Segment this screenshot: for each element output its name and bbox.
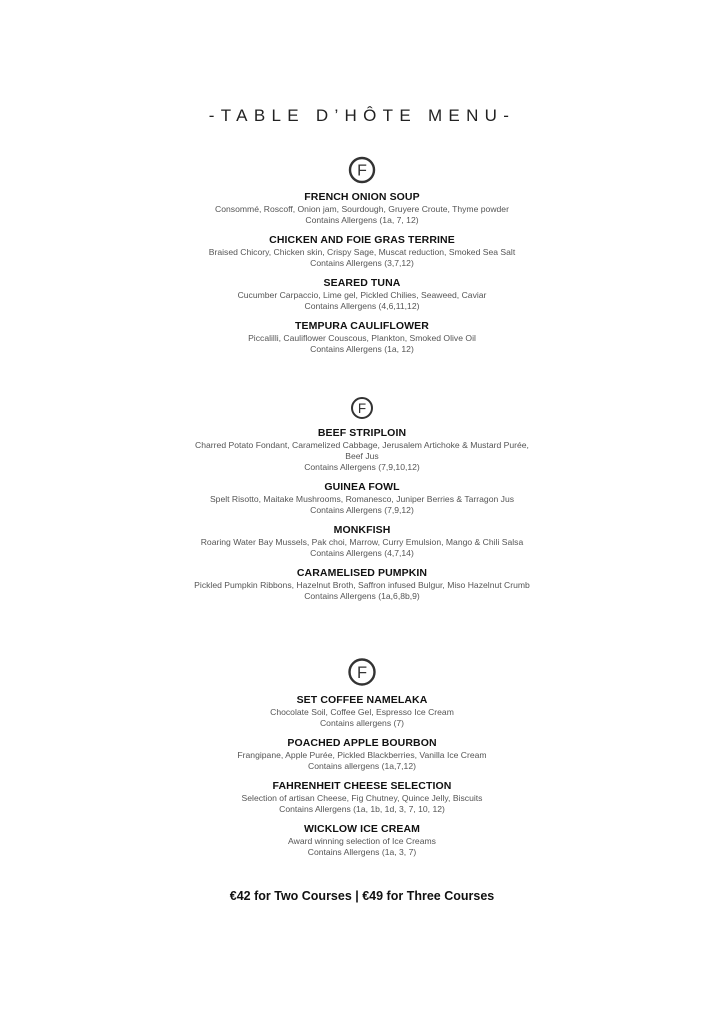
dish-item — [0, 567, 724, 602]
dish-allergens: Contains Allergens (7,9,12) — [310, 505, 414, 515]
course-desserts — [0, 656, 724, 866]
dish-name: GUINEA FOWL — [324, 481, 400, 493]
dish-item — [0, 427, 724, 473]
dish-item — [0, 737, 724, 772]
dish-allergens: Contains Allergens (7,9,10,12) — [304, 462, 420, 472]
menu-title: -TABLE D’HÔTE MENU- — [208, 106, 516, 125]
dish-description: Charred Potato Fondant, Caramelized Cabbage, Jerusalem Artichoke & Mustard Purée, Beef Jus — [195, 440, 529, 461]
dish-description: Roaring Water Bay Mussels, Pak choi, Marrow, Curry Emulsion, Mango & Chili Salsa — [200, 537, 524, 547]
dish-allergens: Contains Allergens (1a,6,8b,9) — [304, 591, 420, 601]
dish-item — [0, 320, 724, 355]
dish-allergens: Contains Allergens (1a, 3, 7) — [307, 847, 417, 857]
dish-name: MONKFISH — [333, 524, 391, 536]
price-line: €42 for Two Courses | €49 for Three Courses — [229, 889, 495, 903]
dish-item — [0, 481, 724, 516]
dish-description: Cucumber Carpaccio, Lime gel, Pickled Chilies, Seaweed, Caviar — [237, 290, 487, 300]
dish-name: TEMPURA CAULIFLOWER — [295, 320, 429, 332]
dish-item — [0, 191, 724, 226]
f-monogram-icon — [0, 155, 724, 185]
dish-item — [0, 277, 724, 312]
dish-item — [0, 823, 724, 858]
dish-description: Chocolate Soil, Coffee Gel, Espresso Ice Cream — [270, 707, 454, 717]
dish-name: POACHED APPLE BOURBON — [287, 737, 437, 749]
dish-allergens: Contains Allergens (3,7,12) — [310, 258, 414, 268]
dish-description: Spelt Risotto, Maitake Mushrooms, Romanesco, Juniper Berries & Tarragon Jus — [209, 494, 515, 504]
dish-item — [0, 780, 724, 815]
dish-allergens: Contains allergens (7) — [319, 718, 405, 728]
dish-description: Selection of artisan Cheese, Fig Chutney, Quince Jelly, Biscuits — [241, 793, 483, 803]
dish-name: WICKLOW ICE CREAM — [303, 823, 421, 835]
dish-name: FRENCH ONION SOUP — [304, 191, 420, 203]
dish-name: FAHRENHEIT CHEESE SELECTION — [272, 780, 452, 792]
dish-name: CHICKEN AND FOIE GRAS TERRINE — [269, 234, 455, 246]
f-monogram-icon — [0, 395, 724, 421]
dish-description: Consommé, Roscoff, Onion jam, Sourdough, Gruyere Croute, Thyme powder — [215, 204, 509, 214]
svg-text:F: F — [357, 162, 367, 180]
dish-description: Award winning selection of Ice Creams — [288, 836, 436, 846]
dish-allergens: Contains Allergens (1a, 1b, 1d, 3, 7, 10, 12) — [279, 804, 445, 814]
dish-description: Piccalilli, Cauliflower Couscous, Plankton, Smoked Olive Oil — [248, 333, 476, 343]
dish-allergens: Contains Allergens (1a, 7, 12) — [305, 215, 419, 225]
course-mains — [0, 395, 724, 610]
f-monogram-icon — [0, 656, 724, 688]
svg-text:F: F — [356, 663, 368, 682]
dish-description: Frangipane, Apple Purée, Pickled Blackberries, Vanilla Ice Cream — [237, 750, 487, 760]
dish-name: CARAMELISED PUMPKIN — [296, 567, 428, 579]
dish-allergens: Contains Allergens (4,6,11,12) — [304, 301, 420, 311]
dish-item — [0, 234, 724, 269]
dish-description: Pickled Pumpkin Ribbons, Hazelnut Broth, Saffron infused Bulgur, Miso Hazelnut Crumb — [194, 580, 530, 590]
dish-item — [0, 694, 724, 729]
dish-name: SEARED TUNA — [323, 277, 401, 289]
dish-allergens: Contains Allergens (1a, 12) — [310, 344, 414, 354]
dish-allergens: Contains allergens (1a,7,12) — [308, 761, 416, 771]
dish-description: Braised Chicory, Chicken skin, Crispy Sage, Muscat reduction, Smoked Sea Salt — [208, 247, 516, 257]
dish-item — [0, 524, 724, 559]
course-starters — [0, 155, 724, 363]
dish-allergens: Contains Allergens (4,7,14) — [310, 548, 414, 558]
dish-name: SET COFFEE NAMELAKA — [296, 694, 428, 706]
svg-text:F: F — [357, 400, 367, 416]
dish-name: BEEF STRIPLOIN — [317, 427, 407, 439]
